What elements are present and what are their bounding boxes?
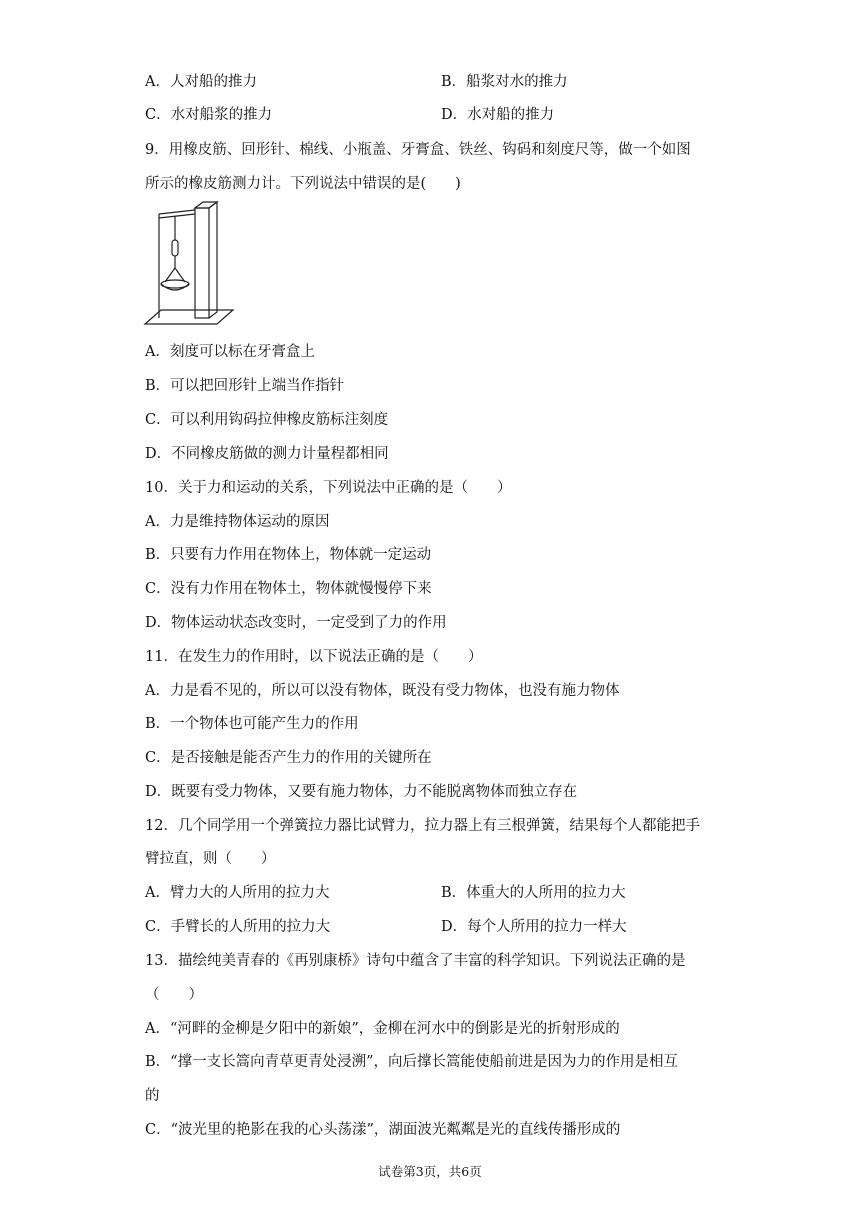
- paper-clip: [172, 240, 178, 256]
- q10-option-b: B．只要有力作用在物体上，物体就一定运动: [145, 547, 432, 563]
- q9-option-a: A．刻度可以标在牙膏盒上: [145, 344, 315, 360]
- q11-option-d: D．既要有受力物体，又要有施力物体，力不能脱离物体而独立存在: [145, 784, 578, 800]
- q11-stem: 11．在发生力的作用时，以下说法正确的是（ ）: [145, 649, 483, 665]
- q8-option-c: C．水对船浆的推力: [145, 107, 273, 123]
- q11-option-a: A．力是看不见的，所以可以没有物体，既没有受力物体，也没有施力物体: [145, 683, 620, 699]
- q13-stem-line1: 13．描绘纯美青春的《再别康桥》诗句中蕴含了丰富的科学知识。下列说法正确的是: [145, 953, 686, 969]
- page-footer: 试卷第3页，共6页: [378, 1164, 482, 1179]
- q13-option-c: C．“波光里的艳影在我的心头荡漾”，湖面波光粼粼是光的直线传播形成的: [145, 1122, 621, 1138]
- q13-option-b-line2: 的: [145, 1088, 160, 1104]
- q9-stem-line2: 所示的橡皮筋测力计。下列说法中错误的是( ): [145, 176, 461, 192]
- q12-option-b: B．体重大的人所用的拉力大: [441, 885, 626, 901]
- q10-option-a: A．力是维持物体运动的原因: [145, 514, 330, 530]
- box-front: [195, 208, 209, 318]
- q12-stem-line2: 臂拉直，则（ ）: [145, 851, 276, 867]
- q10-option-d: D．物体运动状态改变时，一定受到了力的作用: [145, 615, 447, 631]
- q11-option-b: B．一个物体也可能产生力的作用: [145, 716, 359, 732]
- q9-stem-line1: 9．用橡皮筋、回形针、棉线、小瓶盖、牙膏盒、铁丝、钩码和刻度尺等，做一个如图: [145, 142, 691, 158]
- q8-option-b: B．船浆对水的推力: [441, 74, 568, 90]
- q9-option-d: D．不同橡皮筋做的测力计量程都相同: [145, 446, 389, 462]
- q9-option-c: C．可以利用钩码拉伸橡皮筋标注刻度: [145, 412, 389, 428]
- box-side: [209, 202, 217, 318]
- rubber-band-dynamometer-figure: [143, 200, 235, 330]
- q10-stem: 10．关于力和运动的关系，下列说法中正确的是（ ）: [145, 480, 512, 496]
- q11-option-c: C．是否接触是能否产生力的作用的关键所在: [145, 750, 432, 766]
- q10-option-c: C．没有力作用在物体土，物体就慢慢停下来: [145, 581, 432, 597]
- q13-stem-line2: （ ）: [145, 987, 203, 1003]
- q12-option-d: D．每个人所用的拉力一样大: [441, 919, 627, 935]
- q13-option-a: A．“河畔的金柳是夕阳中的新娘”，金柳在河水中的倒影是光的折射形成的: [145, 1021, 620, 1037]
- q9-option-b: B．可以把回形针上端当作指针: [145, 378, 345, 394]
- q8-option-a: A．人对船的推力: [145, 74, 257, 90]
- q13-option-b-line1: B．“撑一支长篙向青草更青处浸溯”，向后撑长篙能使船前进是因为力的作用是相互: [145, 1054, 678, 1070]
- q12-option-a: A．臂力大的人所用的拉力大: [145, 885, 330, 901]
- base-plate: [145, 310, 233, 324]
- q12-option-c: C．手臂长的人所用的拉力大: [145, 919, 331, 935]
- q8-option-d: D．水对船的推力: [441, 107, 555, 123]
- q12-stem-line1: 12．几个同学用一个弹簧拉力器比试臂力，拉力器上有三根弹簧，结果每个人都能把手: [145, 818, 700, 834]
